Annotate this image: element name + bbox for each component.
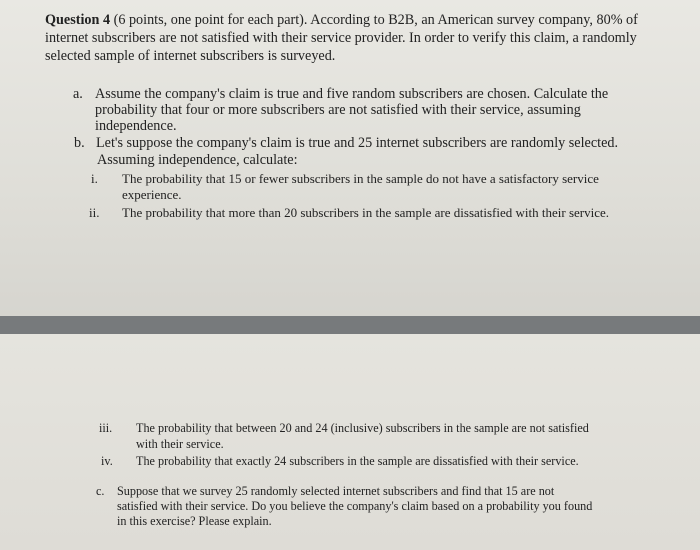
- question-intro-line-1: [45, 12, 638, 28]
- part-b-iii-marker: iii.: [99, 421, 113, 435]
- page-bottom-section: [0, 334, 700, 550]
- part-b-marker: b.: [74, 135, 85, 151]
- part-a-line-1: Assume the company's claim is true and five random subscribers are chosen. Calculate the: [95, 86, 609, 102]
- part-b-iii-line-1: The probability that between 20 and 24 (inclusive) subscribers in the sample are not satisfied: [136, 421, 589, 435]
- part-c-line-3: in this exercise? Please explain.: [117, 514, 272, 528]
- part-c-line-2: satisfied with their service. Do you believe the company's claim based on a probability you found: [117, 499, 593, 513]
- part-b-i-line-2: experience.: [122, 187, 182, 202]
- question-intro-text: (6 points, one point for each part). According to B2B, an American survey company, 80% of: [110, 12, 638, 28]
- part-b-ii-marker: ii.: [89, 205, 100, 220]
- part-b-i-line-1: The probability that 15 or fewer subscribers in the sample do not have a satisfactory service: [122, 171, 599, 186]
- part-b-line-2: Assuming independence, calculate:: [97, 152, 298, 168]
- part-b-iii-line-2: with their service.: [136, 437, 224, 451]
- page-divider-bar: [0, 316, 700, 334]
- part-b-i-marker: i.: [91, 171, 98, 186]
- question-intro-line-2: internet subscribers are not satisfied with their service provider. In order to verify this claim, a randomly: [45, 30, 637, 46]
- part-b-line-1: Let's suppose the company's claim is true and 25 internet subscribers are randomly selected.: [96, 135, 619, 151]
- part-a-marker: a.: [73, 86, 83, 102]
- question-intro-line-3: selected sample of internet subscribers is surveyed.: [45, 48, 336, 64]
- question-heading: Question 4: [45, 12, 111, 28]
- part-b-iv-marker: iv.: [101, 454, 113, 468]
- part-a-line-3: independence.: [95, 118, 177, 134]
- part-b-ii-line-1: The probability that more than 20 subscribers in the sample are dissatisfied with their service.: [122, 205, 610, 220]
- part-c-marker: c.: [96, 484, 105, 498]
- part-b-iv-line-1: The probability that exactly 24 subscribers in the sample are dissatisfied with their service.: [136, 454, 579, 468]
- part-c-line-1: Suppose that we survey 25 randomly selected internet subscribers and find that 15 are not: [117, 484, 555, 498]
- part-a-line-2: probability that four or more subscribers are not satisfied with their service, assuming: [95, 102, 581, 118]
